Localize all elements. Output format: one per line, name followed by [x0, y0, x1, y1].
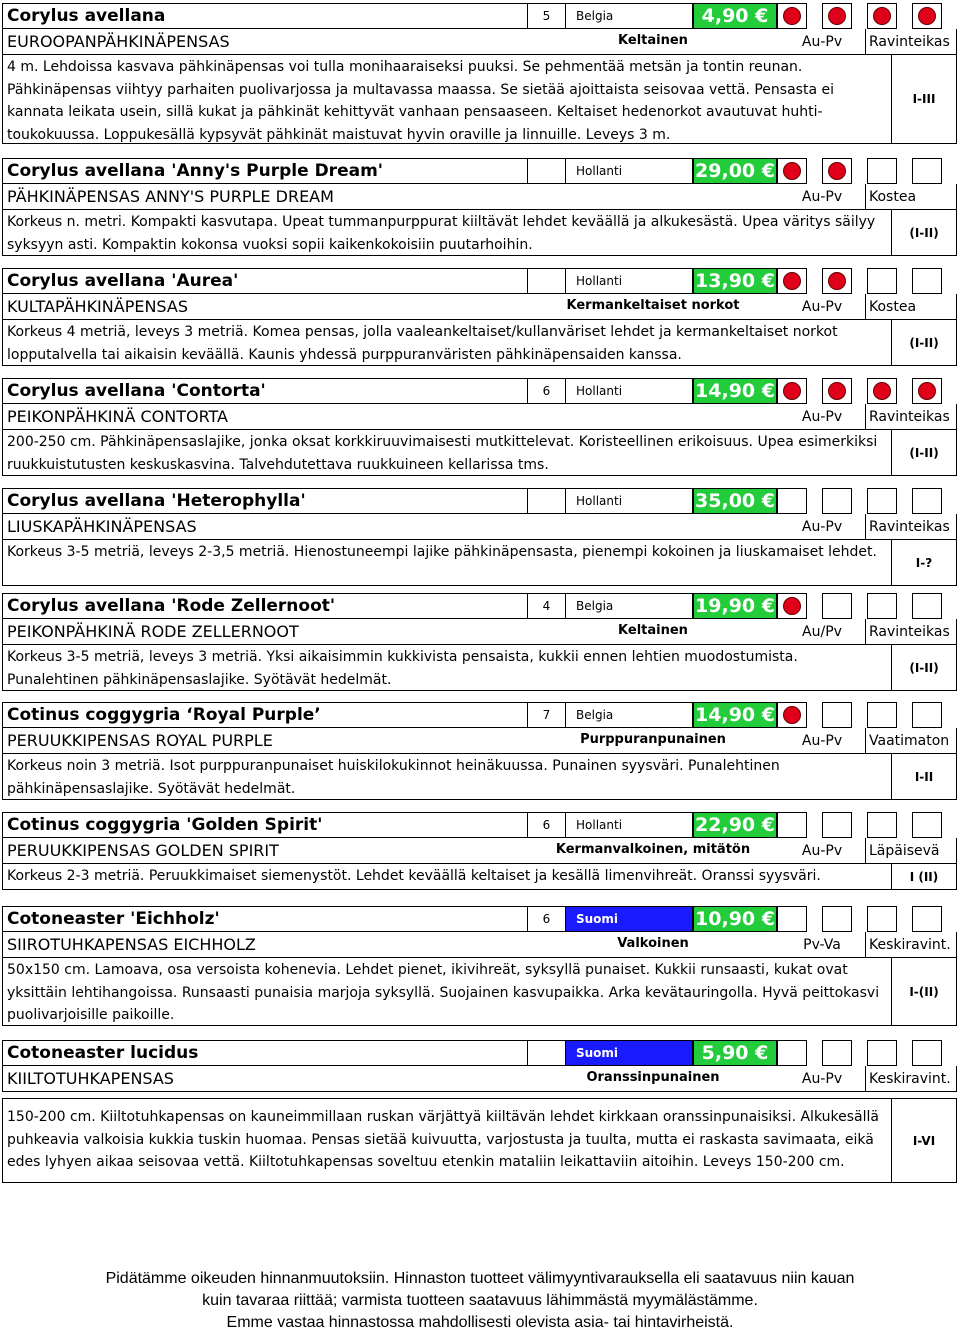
hardiness-zone: (I-II) — [891, 320, 956, 365]
rating-dot-cell — [822, 488, 852, 514]
latin-name: Corylus avellana 'Rode Zellernoot' — [2, 593, 528, 619]
origin-country: Suomi — [565, 906, 693, 932]
rating-dot-cell — [867, 378, 897, 404]
red-dot-icon — [828, 382, 846, 400]
description: 4 m. Lehdoissa kasvava pähkinäpensas voi tulla monihaaraiseksi puuksi. Se pehmentää metsän ja tontin reunan. Pähkinäpensas viihtyy parhaiten puolivarjossa ja multavassa maassa. Se sietää ajoittaista seisovaa vettä. Pensasta ei kannata leikata usein, sillä kukat ja pähkinät kehittyvät vanhaan pensaaseen. Keltaiset hedenorkot avautuvat huhti-toukokuussa. Loppukesällä kypsyvät pähkinät maistuvat hyvin oraville ja linnuille. Leveys 3 m. — [7, 59, 834, 143]
disclaimer-line: Pidätämme oikeuden hinnanmuutoksiin. Hinnaston tuotteet välimyyntivarauksella eli saatavuus niin kauan — [105, 1270, 855, 1287]
rating-dot-cell — [822, 593, 852, 619]
flower-color: Kermanvalkoinen, mitätön — [555, 842, 751, 857]
product-entry — [2, 158, 957, 256]
product-entry — [2, 906, 957, 1026]
light-requirement: Au-Pv — [801, 189, 843, 205]
description: Korkeus 2-3 metriä. Peruukkimaiset siemenystöt. Lehdet keväällä keltaiset ja kesällä limenvihreät. Oranssi syysväri. — [7, 868, 821, 884]
rating-dot-cell — [867, 812, 897, 838]
latin-name: Corylus avellana 'Heterophylla' — [2, 488, 528, 514]
quantity-number: 5 — [528, 3, 565, 29]
latin-name: Cotinus coggygria ‘Royal Purple’ — [2, 702, 528, 728]
description: Korkeus n. metri. Kompakti kasvutapa. Upeat tummanpurppurat kiiltävät lehdet keväällä ja alkukesästä. Upea väritys säilyy syksyyn asti. Kompaktin kokonsa vuoksi sopii kaikenkokoisiin puutarhoihin. — [7, 214, 876, 253]
rating-dot-cell — [912, 702, 942, 728]
origin-country: Hollanti — [565, 812, 693, 838]
rating-dot-cell — [822, 812, 852, 838]
finnish-name: SIIROTUHKAPENSAS EICHHOLZ — [7, 935, 256, 954]
finnish-name: PEIKONPÄHKINÄ CONTORTA — [7, 407, 228, 426]
rating-dot-cell — [867, 593, 897, 619]
red-dot-icon — [783, 272, 801, 290]
flower-color: Keltainen — [618, 33, 688, 48]
hardiness-zone: (I-II) — [891, 645, 956, 690]
price-tag: 5,90 € — [693, 1040, 777, 1066]
finnish-name: PERUUKKIPENSAS GOLDEN SPIRIT — [7, 841, 279, 860]
rating-dot-cell — [822, 906, 852, 932]
description: Korkeus 3-5 metriä, leveys 2-3,5 metriä. Hienostuneempi lajike pähkinäpensasta, pienempi kokoinen ja liuskamaiset lehdet. — [7, 544, 877, 560]
rating-dot-cell — [912, 488, 942, 514]
soil-type: Ravinteikas — [865, 514, 958, 539]
quantity-number — [528, 1040, 565, 1066]
light-requirement: Au-Pv — [801, 1071, 843, 1087]
rating-dots — [777, 378, 957, 404]
origin-country: Belgia — [565, 3, 693, 29]
rating-dots — [777, 812, 957, 838]
rating-dot-cell — [777, 268, 807, 294]
rating-dot-cell — [777, 906, 807, 932]
quantity-number: 7 — [528, 702, 565, 728]
disclaimer-line: kuin tavaraa riittää; varmista tuotteen saatavuus lähimmästä myymälästämme. — [202, 1292, 758, 1309]
flower-color: Keltainen — [618, 623, 688, 638]
finnish-name: PEIKONPÄHKINÄ RODE ZELLERNOOT — [7, 622, 299, 641]
hardiness-zone: I-II — [891, 754, 956, 799]
hardiness-zone: I-VI — [891, 1099, 956, 1182]
rating-dot-cell — [777, 3, 807, 29]
rating-dot-cell — [777, 488, 807, 514]
soil-type: Ravinteikas — [865, 404, 958, 429]
light-requirement: Au-Pv — [801, 519, 843, 535]
price-tag: 22,90 € — [693, 812, 777, 838]
rating-dot-cell — [777, 378, 807, 404]
red-dot-icon — [873, 7, 891, 25]
disclaimer-footer — [0, 1268, 960, 1334]
price-tag: 19,90 € — [693, 593, 777, 619]
red-dot-icon — [783, 382, 801, 400]
quantity-number: 6 — [528, 906, 565, 932]
rating-dot-cell — [822, 268, 852, 294]
finnish-name: PERUUKKIPENSAS ROYAL PURPLE — [7, 731, 273, 750]
origin-country: Hollanti — [565, 378, 693, 404]
rating-dot-cell — [777, 812, 807, 838]
rating-dot-cell — [822, 3, 852, 29]
rating-dot-cell — [912, 812, 942, 838]
rating-dot-cell — [822, 702, 852, 728]
origin-country: Hollanti — [565, 268, 693, 294]
rating-dot-cell — [912, 1040, 942, 1066]
red-dot-icon — [828, 272, 846, 290]
rating-dot-cell — [912, 906, 942, 932]
hardiness-zone: (I-II) — [891, 210, 956, 255]
quantity-number: 6 — [528, 378, 565, 404]
soil-type: Keskiravint. — [865, 1066, 958, 1091]
price-tag: 14,90 € — [693, 378, 777, 404]
rating-dots — [777, 158, 957, 184]
price-tag: 14,90 € — [693, 702, 777, 728]
quantity-number — [528, 488, 565, 514]
light-requirement: Au-Pv — [801, 409, 843, 425]
latin-name: Corylus avellana — [2, 3, 528, 29]
rating-dots — [777, 3, 957, 29]
description: Korkeus 3-5 metriä, leveys 3 metriä. Yksi aikaisimmin kukkivista pensaista, kukkii ennen lehtien muodostumista. Punalehtinen pähkinäpensaslajike. Syötävät hedelmät. — [7, 649, 798, 688]
hardiness-zone: I-(II) — [891, 958, 956, 1025]
description: 200-250 cm. Pähkinäpensaslajike, jonka oksat korkkiruuvimaisesti mutkittelevat. Koristeellinen erikoisuus. Upea esimerkiksi ruukkuistutusten keskuskasvina. Talvehdutettava ruukkuineen kellarissa tms. — [7, 434, 878, 473]
description: 50x150 cm. Lamoava, osa versoista kohenevia. Lehdet pienet, ikivihreät, syksyllä punaiset. Kukkii runsaasti, kukat ovat yksittäin lehtihangoissa. Runsaasti punaisia marjoja syksyllä. Suojainen kasvupaikka. Arka kevätauringolla. Hyvä peittokasvi puolivarjoisille paikoille. — [7, 962, 880, 1023]
soil-type: Kostea — [865, 184, 958, 209]
rating-dot-cell — [867, 268, 897, 294]
rating-dots — [777, 268, 957, 294]
product-entry — [2, 1040, 957, 1183]
price-tag: 29,00 € — [693, 158, 777, 184]
description: Korkeus noin 3 metriä. Isot purppuranpunaiset huiskilokukinnot heinäkuussa. Punainen syysväri. Punalehtinen pähkinäpensaslajike. Syötävät hedelmät. — [7, 758, 780, 797]
product-entry — [2, 3, 957, 144]
red-dot-icon — [783, 162, 801, 180]
quantity-number — [528, 158, 565, 184]
light-requirement: Au/Pv — [802, 624, 842, 640]
light-requirement: Pv-Va — [803, 937, 841, 953]
latin-name: Cotinus coggygria 'Golden Spirit' — [2, 812, 528, 838]
price-tag: 10,90 € — [693, 906, 777, 932]
product-entry — [2, 378, 957, 476]
red-dot-icon — [828, 7, 846, 25]
hardiness-zone: I-III — [891, 55, 956, 143]
rating-dots — [777, 593, 957, 619]
soil-type: Ravinteikas — [865, 29, 958, 54]
description: 150-200 cm. Kiiltotuhkapensas on kauneimmillaan ruskan värjättyä kiiltävän lehdet kirkkaan oranssinpunaisiksi. Alkukesällä puhkeavia valkoisia kukkia tuskin huomaa. Pensas sietää kuivuutta, varjostusta ja tuulta, mutta ei raskasta savimaata, eikä edes lyhyen aikaa seisovaa vettä. Kiiltotuhkapensas soveltuu etenkin mataliin leikattaviin aitoihin. Leveys 150-200 cm. — [7, 1109, 879, 1170]
rating-dots — [777, 488, 957, 514]
finnish-name: KULTAPÄHKINÄPENSAS — [7, 297, 188, 316]
origin-country: Belgia — [565, 593, 693, 619]
rating-dots — [777, 1040, 957, 1066]
flower-color: Valkoinen — [617, 936, 689, 951]
rating-dot-cell — [777, 158, 807, 184]
soil-type: Kostea — [865, 294, 958, 319]
finnish-name: KIILTOTUHKAPENSAS — [7, 1069, 174, 1088]
rating-dot-cell — [822, 378, 852, 404]
disclaimer-line: Emme vastaa hinnastossa mahdollisesti olevista asia- tai hintavirheistä. — [226, 1314, 734, 1331]
rating-dot-cell — [777, 593, 807, 619]
latin-name: Corylus avellana 'Aurea' — [2, 268, 528, 294]
product-entry — [2, 812, 957, 890]
red-dot-icon — [918, 382, 936, 400]
origin-country: Suomi — [565, 1040, 693, 1066]
hardiness-zone: (I-II) — [891, 430, 956, 475]
soil-type: Keskiravint. — [865, 932, 958, 957]
price-tag: 4,90 € — [693, 3, 777, 29]
rating-dot-cell — [867, 702, 897, 728]
price-tag: 13,90 € — [693, 268, 777, 294]
rating-dot-cell — [867, 158, 897, 184]
origin-country: Hollanti — [565, 158, 693, 184]
light-requirement: Au-Pv — [801, 299, 843, 315]
rating-dot-cell — [867, 1040, 897, 1066]
light-requirement: Au-Pv — [801, 843, 843, 859]
flower-color: Purppuranpunainen — [580, 732, 726, 747]
description: Korkeus 4 metriä, leveys 3 metriä. Komea pensas, jolla vaaleankeltaiset/kullanväriset lehdet ja kermankeltaiset norkot lopputalvella tai aikaisin keväällä. Kaunis yhdessä purppuranväristen pähkinäpensaiden kanssa. — [7, 324, 838, 363]
price-tag: 35,00 € — [693, 488, 777, 514]
red-dot-icon — [783, 7, 801, 25]
quantity-number: 6 — [528, 812, 565, 838]
flower-color: Oranssinpunainen — [586, 1070, 720, 1085]
quantity-number: 4 — [528, 593, 565, 619]
rating-dot-cell — [777, 702, 807, 728]
latin-name: Cotoneaster lucidus — [2, 1040, 528, 1066]
red-dot-icon — [918, 7, 936, 25]
rating-dot-cell — [912, 3, 942, 29]
rating-dot-cell — [912, 593, 942, 619]
soil-type: Läpäisevä — [865, 838, 958, 863]
quantity-number — [528, 268, 565, 294]
product-entry — [2, 488, 957, 586]
rating-dot-cell — [822, 158, 852, 184]
rating-dot-cell — [867, 488, 897, 514]
latin-name: Corylus avellana 'Anny's Purple Dream' — [2, 158, 528, 184]
red-dot-icon — [783, 597, 801, 615]
red-dot-icon — [783, 706, 801, 724]
red-dot-icon — [828, 162, 846, 180]
origin-country: Hollanti — [565, 488, 693, 514]
latin-name: Corylus avellana 'Contorta' — [2, 378, 528, 404]
red-dot-icon — [873, 382, 891, 400]
product-entry — [2, 593, 957, 691]
rating-dot-cell — [912, 158, 942, 184]
finnish-name: PÄHKINÄPENSAS ANNY'S PURPLE DREAM — [7, 187, 334, 206]
light-requirement: Au-Pv — [801, 34, 843, 50]
light-requirement: Au-Pv — [801, 733, 843, 749]
finnish-name: LIUSKAPÄHKINÄPENSAS — [7, 517, 197, 536]
flower-color: Kermankeltaiset norkot — [566, 298, 740, 313]
origin-country: Belgia — [565, 702, 693, 728]
hardiness-zone: I (II) — [891, 864, 956, 889]
soil-type: Ravinteikas — [865, 619, 958, 644]
rating-dot-cell — [912, 378, 942, 404]
rating-dots — [777, 906, 957, 932]
product-entry — [2, 702, 957, 800]
latin-name: Cotoneaster 'Eichholz' — [2, 906, 528, 932]
rating-dot-cell — [777, 1040, 807, 1066]
rating-dot-cell — [912, 268, 942, 294]
rating-dot-cell — [867, 906, 897, 932]
finnish-name: EUROOPANPÄHKINÄPENSAS — [7, 32, 230, 51]
rating-dots — [777, 702, 957, 728]
soil-type: Vaatimaton — [865, 728, 958, 753]
hardiness-zone: I-? — [891, 540, 956, 585]
product-entry — [2, 268, 957, 366]
rating-dot-cell — [822, 1040, 852, 1066]
rating-dot-cell — [867, 3, 897, 29]
